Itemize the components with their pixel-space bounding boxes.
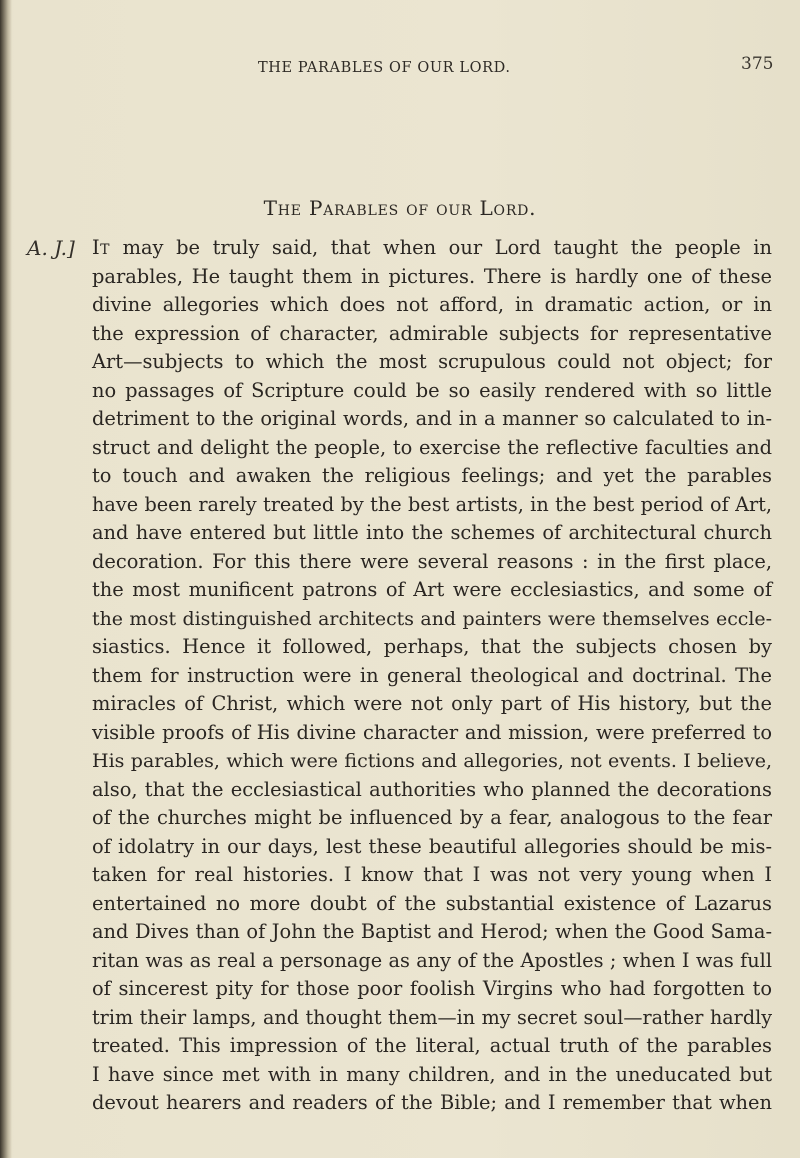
text-line: the most distinguished architects and painters were themselves eccle- xyxy=(92,607,772,630)
text-line: of the churches might be influenced by a fear, analogous to the fear xyxy=(92,806,772,829)
opening-word: It xyxy=(92,236,110,259)
author-mark: A. J.] xyxy=(27,236,75,260)
text-line: ritan was as real a personage as any of the Apostles ; when I was full xyxy=(92,948,772,972)
text-line: parables, He taught them in pictures. There is hardly one of these xyxy=(92,264,772,288)
text-line: of sincerest pity for those poor foolish Virgins who had forgotten to xyxy=(92,977,772,1000)
text-line: of idolatry in our days, lest these beautiful allegories should be mis- xyxy=(92,834,772,858)
text-line: the most munificent patrons of Art were ecclesiastics, and some of xyxy=(92,578,772,601)
body-text xyxy=(92,234,772,1118)
text-line: His parables, which were fictions and allegories, not events. I believe, xyxy=(92,750,772,772)
text-line: them for instruction were in general theological and doctrinal. The xyxy=(92,663,772,687)
text-line: struct and delight the people, to exercise the reflective faculties and xyxy=(92,435,772,459)
article-title: The Parables of our Lord. xyxy=(263,196,537,220)
text-line: trim their lamps, and thought them—in my secret soul—rather hardly xyxy=(92,1005,772,1029)
text-line: divine allegories which does not afford, in dramatic action, or in xyxy=(92,293,772,316)
text-line: visible proofs of His divine character and mission, were preferred to xyxy=(92,720,772,744)
text-line: taken for real histories. I know that I was not very young when I xyxy=(92,863,772,886)
text-line: and have entered but little into the schemes of architectural church xyxy=(92,521,772,544)
text-line: Art—subjects to which the most scrupulous could not object; for xyxy=(92,350,772,373)
page-binding-edge xyxy=(0,0,12,1158)
text-line: detriment to the original words, and in a manner so calculated to in- xyxy=(92,407,772,430)
text-line: devout hearers and readers of the Bible; and I remember that when xyxy=(92,1091,772,1114)
text-line: to touch and awaken the religious feelings; and yet the parables xyxy=(92,464,772,487)
text-line: treated. This impression of the literal, actual truth of the parables xyxy=(92,1034,772,1057)
page-number: 375 xyxy=(741,54,774,74)
text-line: the expression of character, admirable subjects for representative xyxy=(92,321,772,345)
text-line: also, that the ecclesiastical authorities who planned the decorations xyxy=(92,777,772,801)
running-header: THE PARABLES OF OUR LORD. xyxy=(258,60,511,76)
text-line: and Dives than of John the Baptist and Herod; when the Good Sama- xyxy=(92,920,772,943)
text-line: siastics. Hence it followed, perhaps, that the subjects chosen by xyxy=(92,635,772,658)
text-line: It may be truly said, that when our Lord taught the people in xyxy=(92,236,772,259)
text-line: entertained no more doubt of the substantial existence of Lazarus xyxy=(92,891,772,915)
text-line: have been rarely treated by the best artists, in the best period of Art, xyxy=(92,492,772,516)
text-line: decoration. For this there were several reasons : in the first place, xyxy=(92,549,772,573)
text-line: no passages of Scripture could be so easily rendered with so little xyxy=(92,378,772,402)
text-line: I have since met with in many children, and in the uneducated but xyxy=(92,1062,772,1086)
text-line: miracles of Christ, which were not only part of His history, but the xyxy=(92,692,772,715)
